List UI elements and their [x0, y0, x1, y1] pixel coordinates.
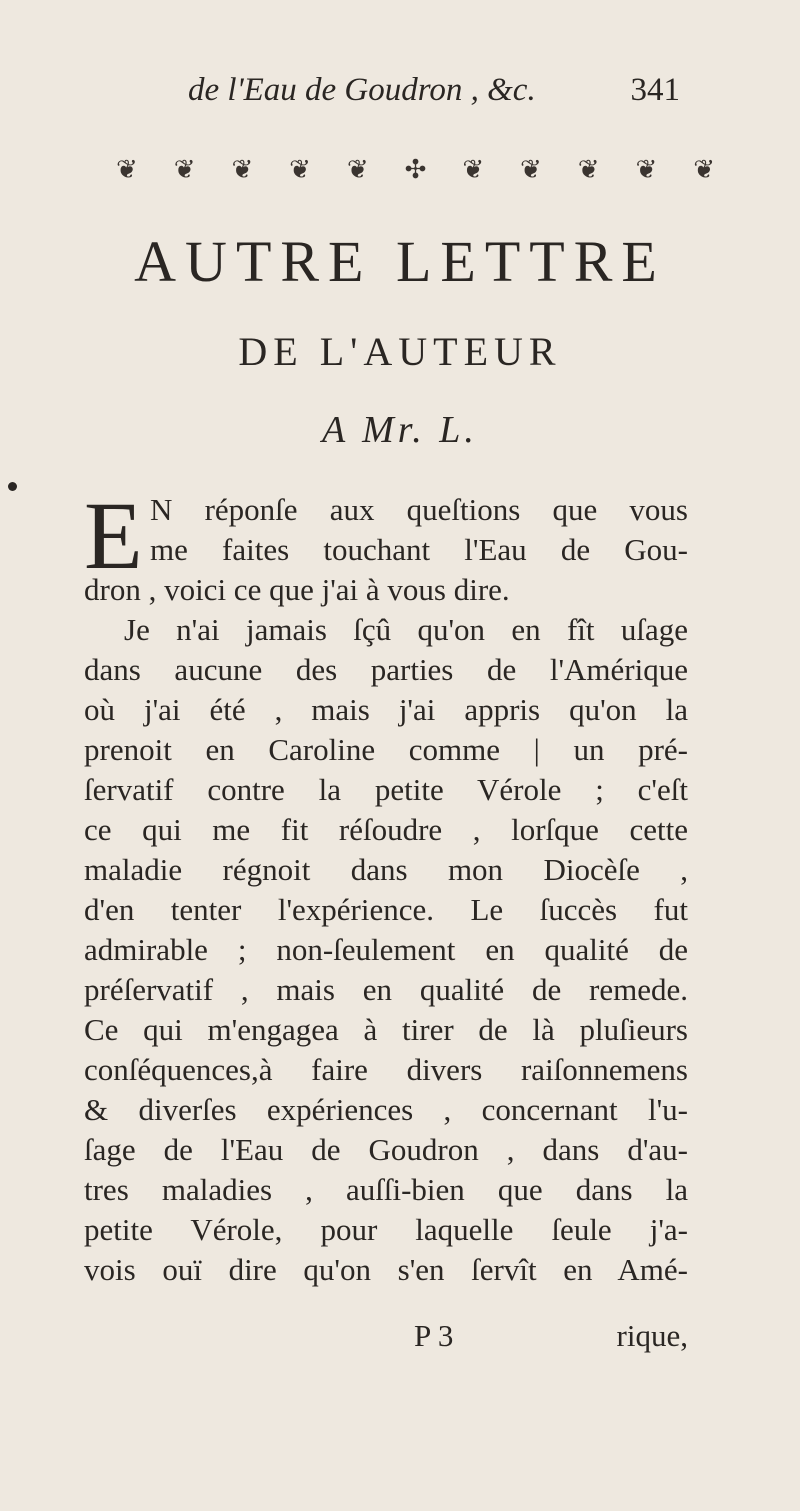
- page-footer: [84, 1318, 688, 1358]
- body-line: prenoit en Caroline comme | un pré-: [84, 732, 688, 767]
- ornament-glyph: ❦: [231, 155, 255, 185]
- body-line: conſéquences,à faire divers raiſonnemens: [84, 1052, 688, 1087]
- heading-line-2: DE L'AUTEUR: [238, 329, 562, 374]
- body-line: Ce qui m'engagea à tirer de là pluſieurs: [84, 1012, 688, 1047]
- body-line: d'en tenter l'expérience. Le ſuccès fut: [84, 892, 688, 927]
- body-line: tres maladies , auſſi-bien que dans la: [84, 1172, 688, 1207]
- body-line: ce qui me fit réſoudre , lorſque cette: [84, 812, 688, 847]
- page-number: 341: [630, 72, 680, 108]
- heading-line-1: AUTRE LETTRE: [134, 229, 666, 294]
- body-line: dron , voici ce que j'ai à vous dire.: [84, 572, 510, 607]
- body-line: & diverſes expériences , concernant l'u-: [84, 1092, 688, 1127]
- signature-mark: P 3: [414, 1318, 454, 1353]
- running-head: [170, 72, 680, 112]
- body-line: me faites touchant l'Eau de Gou-: [150, 532, 688, 567]
- body-line: ſage de l'Eau de Goudron , dans d'au-: [84, 1132, 688, 1167]
- ornament-glyph: ❦: [520, 155, 543, 185]
- body-line: vois ouï dire qu'on s'en ſervît en Amé-: [84, 1252, 688, 1287]
- body-line: Je n'ai jamais ſçû qu'on en fît uſage: [124, 612, 688, 647]
- running-head-title: de l'Eau de Goudron , &c.: [188, 72, 536, 108]
- ornament-glyph: ❦: [462, 155, 486, 185]
- body-line: N réponſe aux queſtions que vous: [150, 492, 688, 527]
- body-line: petite Vérole, pour laquelle ſeule j'a-: [84, 1212, 688, 1247]
- body-line: ſervatif contre la petite Vérole ; c'eſt: [84, 772, 688, 807]
- ornament-glyph: ❦: [346, 155, 370, 185]
- body-line: dans aucune des parties de l'Amérique: [84, 652, 688, 687]
- ornament-glyph: ❦: [693, 155, 716, 185]
- catchword: rique,: [616, 1318, 688, 1353]
- body-line: admirable ; non-ſeulement en qualité de: [84, 932, 688, 967]
- ornament-glyph: ❦: [635, 155, 659, 185]
- ornament-glyph: ✣: [404, 155, 428, 185]
- ornament-band: [116, 150, 716, 190]
- heading-line-3: A Mr. L.: [322, 409, 478, 451]
- ink-dot: [8, 482, 17, 491]
- ornament-glyph: ❦: [577, 155, 601, 185]
- ornament-glyph: ❦: [173, 155, 197, 185]
- body-line: où j'ai été , mais j'ai appris qu'on la: [84, 692, 688, 727]
- ornament-glyph: ❦: [289, 155, 312, 185]
- ornament-glyph: ❦: [116, 155, 139, 185]
- body-line: préſervatif , mais en qualité de remede.: [84, 972, 688, 1007]
- body-line: maladie régnoit dans mon Diocèſe ,: [84, 852, 688, 887]
- drop-cap: E: [84, 482, 143, 589]
